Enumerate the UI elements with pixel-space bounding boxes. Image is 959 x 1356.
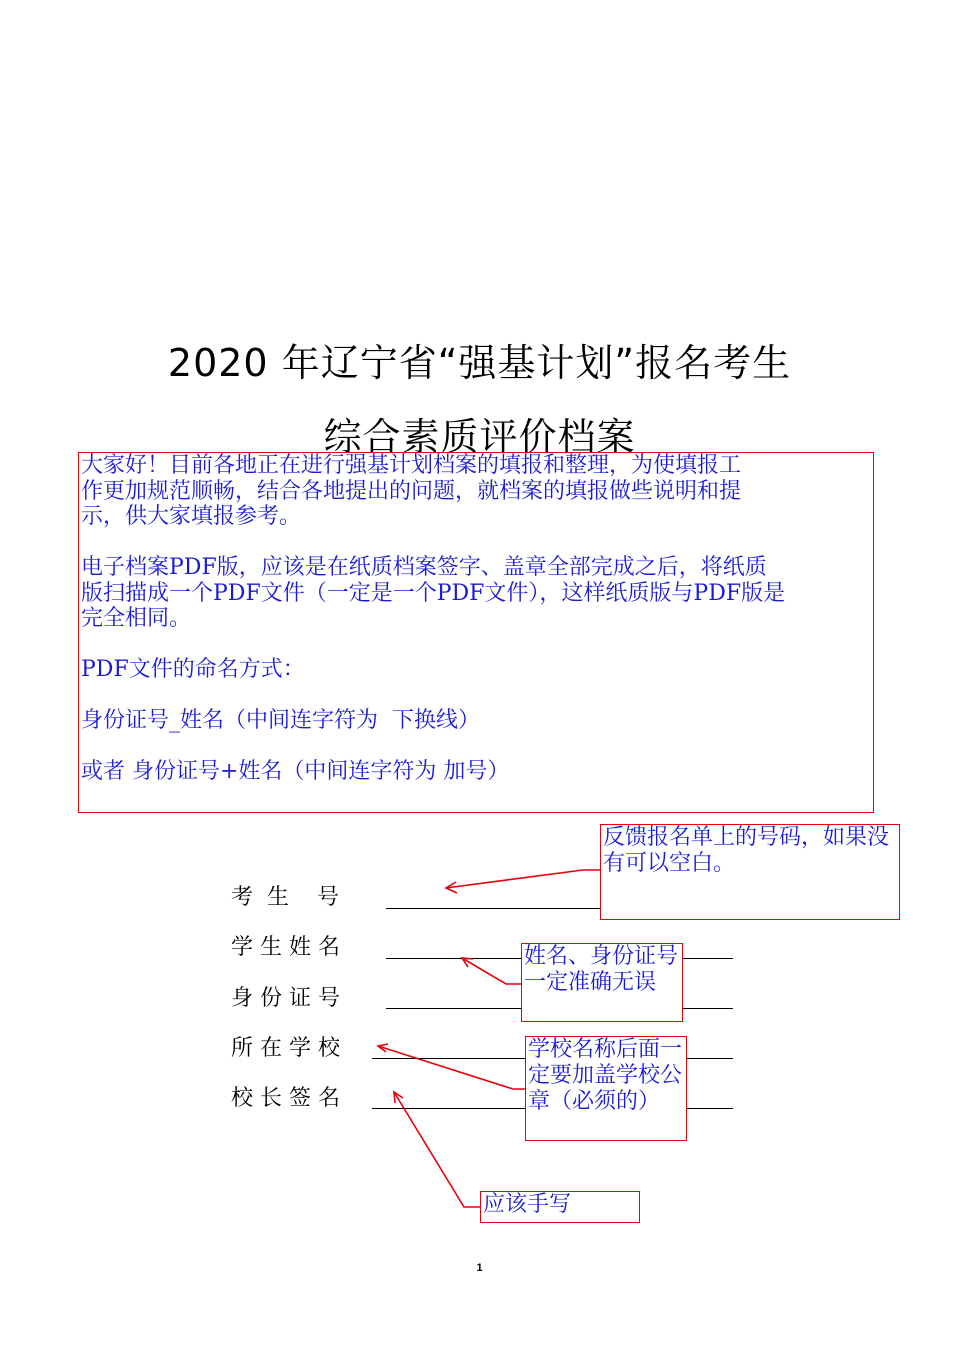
callout-handwrite: 应该手写 [480, 1191, 640, 1223]
notice-naming-heading: PDF文件的命名方式： [81, 657, 305, 682]
label-school: 所 在 学 校 [231, 1036, 340, 1061]
notice-paragraph-1-line-1: 大家好！目前各地正在进行强基计划档案的填报和整理，为使填报工 [81, 453, 742, 478]
callout-school-seal: 学校名称后面一定要加盖学校公章（必须的） [525, 1036, 687, 1141]
page-number: 1 [476, 1262, 483, 1274]
arrow-school-seal [378, 1046, 525, 1089]
arrow-feedback [446, 870, 600, 888]
notice-paragraph-2-line-1: 电子档案PDF版，应该是在纸质档案签字、盖章全部完成之后，将纸质 [81, 555, 767, 580]
label-id-number: 身 份 证 号 [231, 986, 340, 1011]
label-principal-signature: 校 长 签 名 [231, 1086, 340, 1111]
label-exam-number: 考 生 号 [231, 885, 339, 910]
callout-name-id-accuracy: 姓名、身份证号一定准确无误 [521, 943, 683, 1022]
callout-feedback-number: 反馈报名单上的号码，如果没有可以空白。 [600, 824, 900, 920]
document-title-line2: 综合素质评价档案 [323, 415, 636, 459]
notice-paragraph-1-line-2: 作更加规范顺畅，结合各地提出的问题，就档案的填报做些说明和提 [81, 478, 742, 504]
notice-paragraph-2-line-3: 完全相同。 [81, 606, 192, 631]
exam-number-line[interactable] [386, 908, 601, 909]
label-student-name: 学 生 姓 名 [231, 935, 340, 960]
notice-naming-option-1: 身份证号_姓名（中间连字符为 下换线） [81, 708, 480, 733]
arrow-handwrite [394, 1092, 480, 1207]
notice-box [78, 452, 874, 813]
notice-paragraph-1-line-3: 示，供大家填报参考。 [81, 504, 302, 529]
notice-naming-option-2: 或者 身份证号+姓名（中间连字符为 加号） [81, 759, 510, 784]
arrow-name-id [462, 958, 521, 984]
document-title-line1: 2020 年辽宁省“强基计划”报名考生 [167, 341, 792, 385]
notice-paragraph-2-line-2: 版扫描成一个PDF文件（一定是一个PDF文件），这样纸质版与PDF版是 [81, 580, 786, 606]
